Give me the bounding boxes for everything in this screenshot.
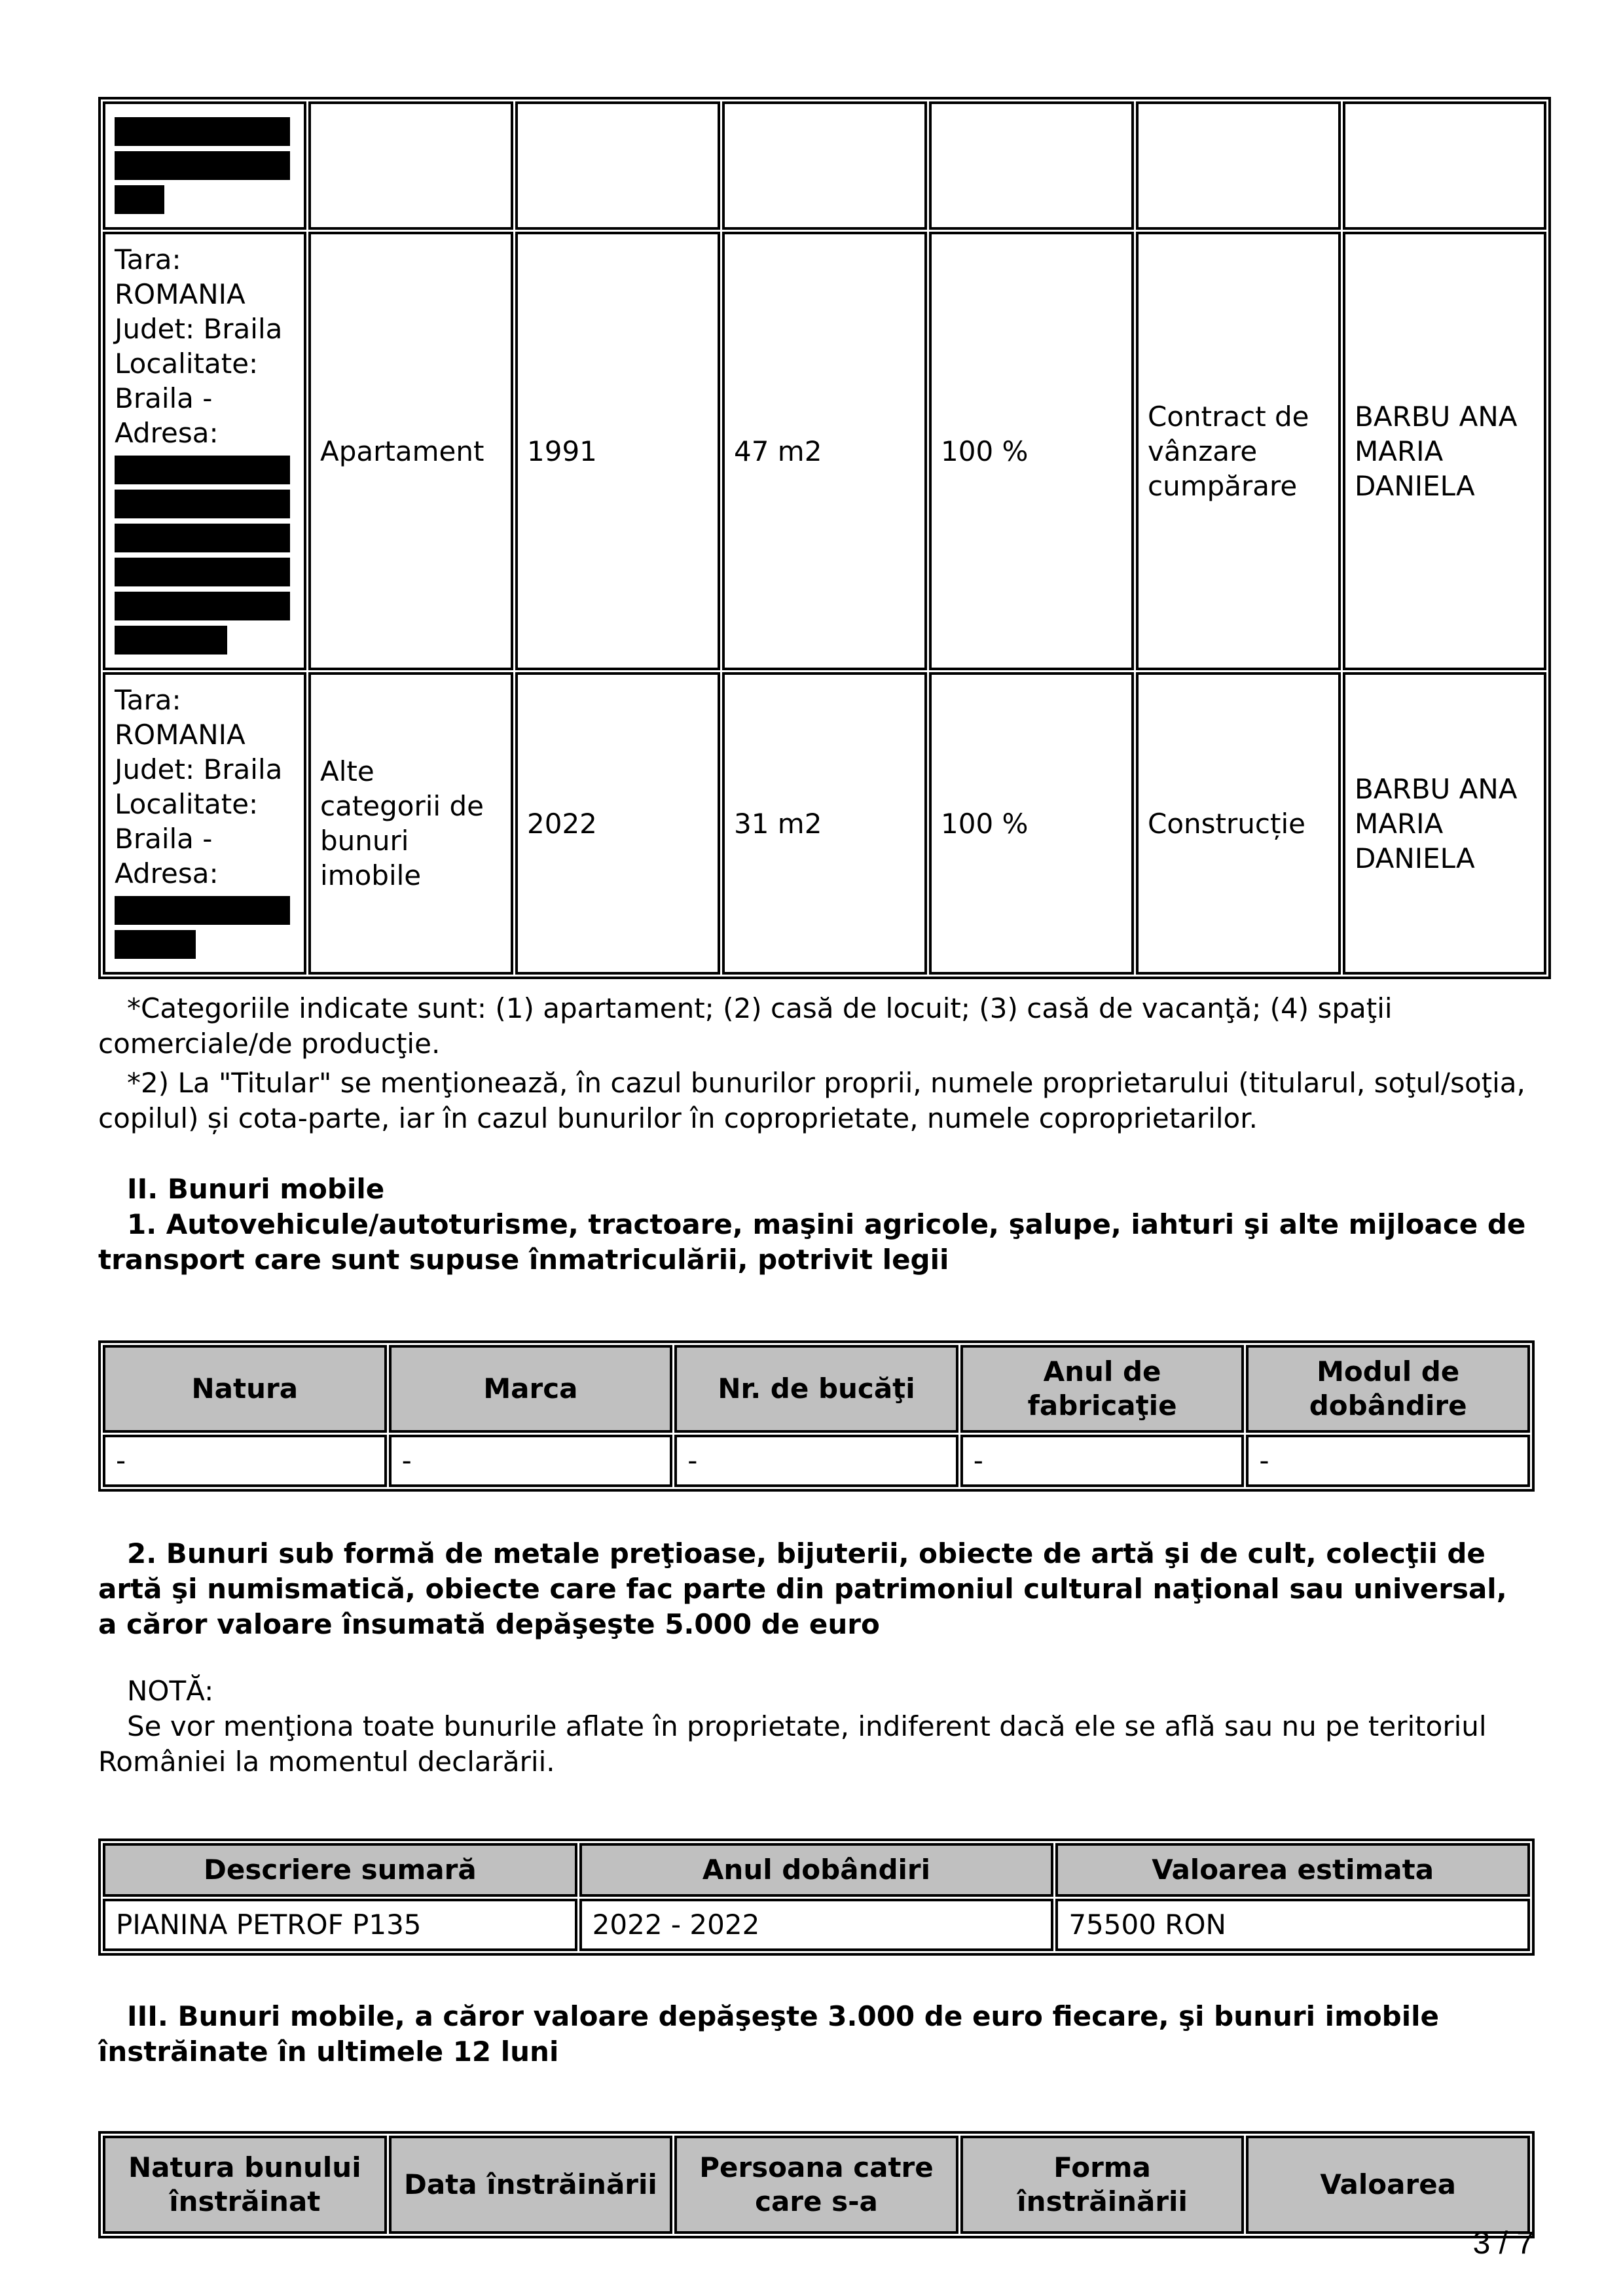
nota-text: Se vor menţiona toate bunurile aflate în proprietate, indiferent dacă ele se află sau nu pe teritoriul României la momentul declarării.: [98, 1710, 1487, 1778]
table-header-row: [103, 1345, 1530, 1433]
redaction-bar: [115, 524, 290, 552]
nota-label: NOTĂ:: [127, 1675, 214, 1707]
locality-label: Localitate:: [115, 348, 259, 380]
share-cell: 100 %: [929, 232, 1134, 670]
county-label: Judet: Braila: [115, 313, 283, 345]
locality-value: Braila -: [115, 823, 213, 855]
footnote-titular: *2) La "Titular" se menţionează, în cazul bunurilor proprii, numele proprietarului (titularul, soţul/soţia, copilul) și cota-parte, iar în cazul bunurilor în coproprietate, numele coproprietarilor.: [98, 1067, 1525, 1134]
column-header: Anul de fabricaţie: [960, 1345, 1245, 1433]
address-label: Adresa:: [115, 417, 219, 449]
category-cell: Apartament: [308, 232, 513, 670]
redaction-bar: [115, 896, 290, 925]
valuables-table: [98, 1839, 1535, 1956]
redaction-bar: [115, 185, 164, 214]
table-cell: -: [389, 1435, 673, 1487]
column-header: Persoana catre care s-a: [674, 2136, 958, 2234]
owner-cell: BARBU ANA MARIA DANIELA: [1343, 232, 1546, 670]
page-content: [98, 97, 1535, 2238]
location-cell: [103, 672, 306, 975]
owner-cell: [1343, 101, 1546, 230]
acquisition-cell: Construcție: [1136, 672, 1341, 975]
redaction-bar: [115, 456, 290, 484]
year-cell: 2022: [515, 672, 720, 975]
table-header-row: [103, 1843, 1530, 1897]
vehicles-table: [98, 1340, 1535, 1492]
column-header: Natura bunului înstrăinat: [103, 2136, 387, 2234]
acquisition-cell: Contract de vânzare cumpărare: [1136, 232, 1341, 670]
table-header-row: [103, 2136, 1530, 2234]
footnote-categories: *Categoriile indicate sunt: (1) apartament; (2) casă de locuit; (3) casă de vacanţă; (4) spaţii comerciale/de producţie.: [98, 992, 1393, 1060]
column-header: Modul de dobândire: [1246, 1345, 1530, 1433]
table-row: [103, 232, 1546, 670]
section-title-alienated-goods: III. Bunuri mobile, a căror valoare depăşeşte 3.000 de euro fiecare, şi bunuri imobile înstrăinate în ultimele 12 luni: [98, 2000, 1440, 2068]
acquisition-cell: [1136, 101, 1341, 230]
country-value: ROMANIA: [115, 278, 246, 310]
real-estate-table: [98, 97, 1551, 979]
redaction-bar: [115, 592, 290, 620]
column-header: Natura: [103, 1345, 387, 1433]
redaction-bar: [115, 490, 290, 518]
owner-cell: BARBU ANA MARIA DANIELA: [1343, 672, 1546, 975]
locality-value: Braila -: [115, 382, 213, 414]
table-cell: 75500 RON: [1055, 1899, 1530, 1951]
alienated-goods-table: [98, 2131, 1535, 2238]
country-value: ROMANIA: [115, 719, 246, 751]
redaction-bar: [115, 558, 290, 586]
table-row: [103, 1899, 1530, 1951]
table-cell: -: [674, 1435, 958, 1487]
column-header: Marca: [389, 1345, 673, 1433]
share-cell: [929, 101, 1134, 230]
redaction-bar: [115, 930, 196, 959]
column-header: Data înstrăinării: [389, 2136, 673, 2234]
share-cell: 100 %: [929, 672, 1134, 975]
column-header: Valoarea: [1246, 2136, 1530, 2234]
column-header: Valoarea estimata: [1055, 1843, 1530, 1897]
category-cell: Alte categorii de bunuri imobile: [308, 672, 513, 975]
page-number: 3 / 7: [1472, 2226, 1534, 2261]
redaction-bar: [115, 151, 290, 180]
column-header: Forma înstrăinării: [960, 2136, 1245, 2234]
subsection-title-vehicles: 1. Autovehicule/autoturisme, tractoare, maşini agricole, şalupe, iahturi şi alte mijloace de transport care sunt supuse înmatriculării, potrivit legii: [98, 1208, 1526, 1276]
table-cell: 2022 - 2022: [579, 1899, 1054, 1951]
table-row: [103, 101, 1546, 230]
redaction-bar: [115, 117, 290, 146]
locality-label: Localitate:: [115, 788, 259, 820]
column-header: Anul dobândiri: [579, 1843, 1054, 1897]
column-header: Descriere sumară: [103, 1843, 577, 1897]
county-label: Judet: Braila: [115, 753, 283, 785]
location-cell: [103, 101, 306, 230]
table-cell: -: [1246, 1435, 1530, 1487]
column-header: Nr. de bucăţi: [674, 1345, 958, 1433]
redaction-bar: [115, 626, 227, 655]
section-title-movable-goods: II. Bunuri mobile: [127, 1173, 385, 1205]
table-row: [103, 672, 1546, 975]
area-cell: 47 m2: [722, 232, 927, 670]
category-cell: [308, 101, 513, 230]
table-row: [103, 1435, 1530, 1487]
country-label: Tara:: [115, 243, 181, 276]
year-cell: 1991: [515, 232, 720, 670]
location-cell: [103, 232, 306, 670]
table-cell: PIANINA PETROF P135: [103, 1899, 577, 1951]
country-label: Tara:: [115, 684, 181, 716]
area-cell: 31 m2: [722, 672, 927, 975]
subsection-title-valuables: 2. Bunuri sub formă de metale preţioase, bijuterii, obiecte de artă şi de cult, colecţii de artă şi numismatică, obiecte care fac parte din patrimoniul cultural naţional sau universal, a căror valoare însumată depăşeşte 5.000 de euro: [98, 1537, 1507, 1640]
year-cell: [515, 101, 720, 230]
table-cell: -: [960, 1435, 1245, 1487]
table-cell: -: [103, 1435, 387, 1487]
address-label: Adresa:: [115, 857, 219, 889]
area-cell: [722, 101, 927, 230]
